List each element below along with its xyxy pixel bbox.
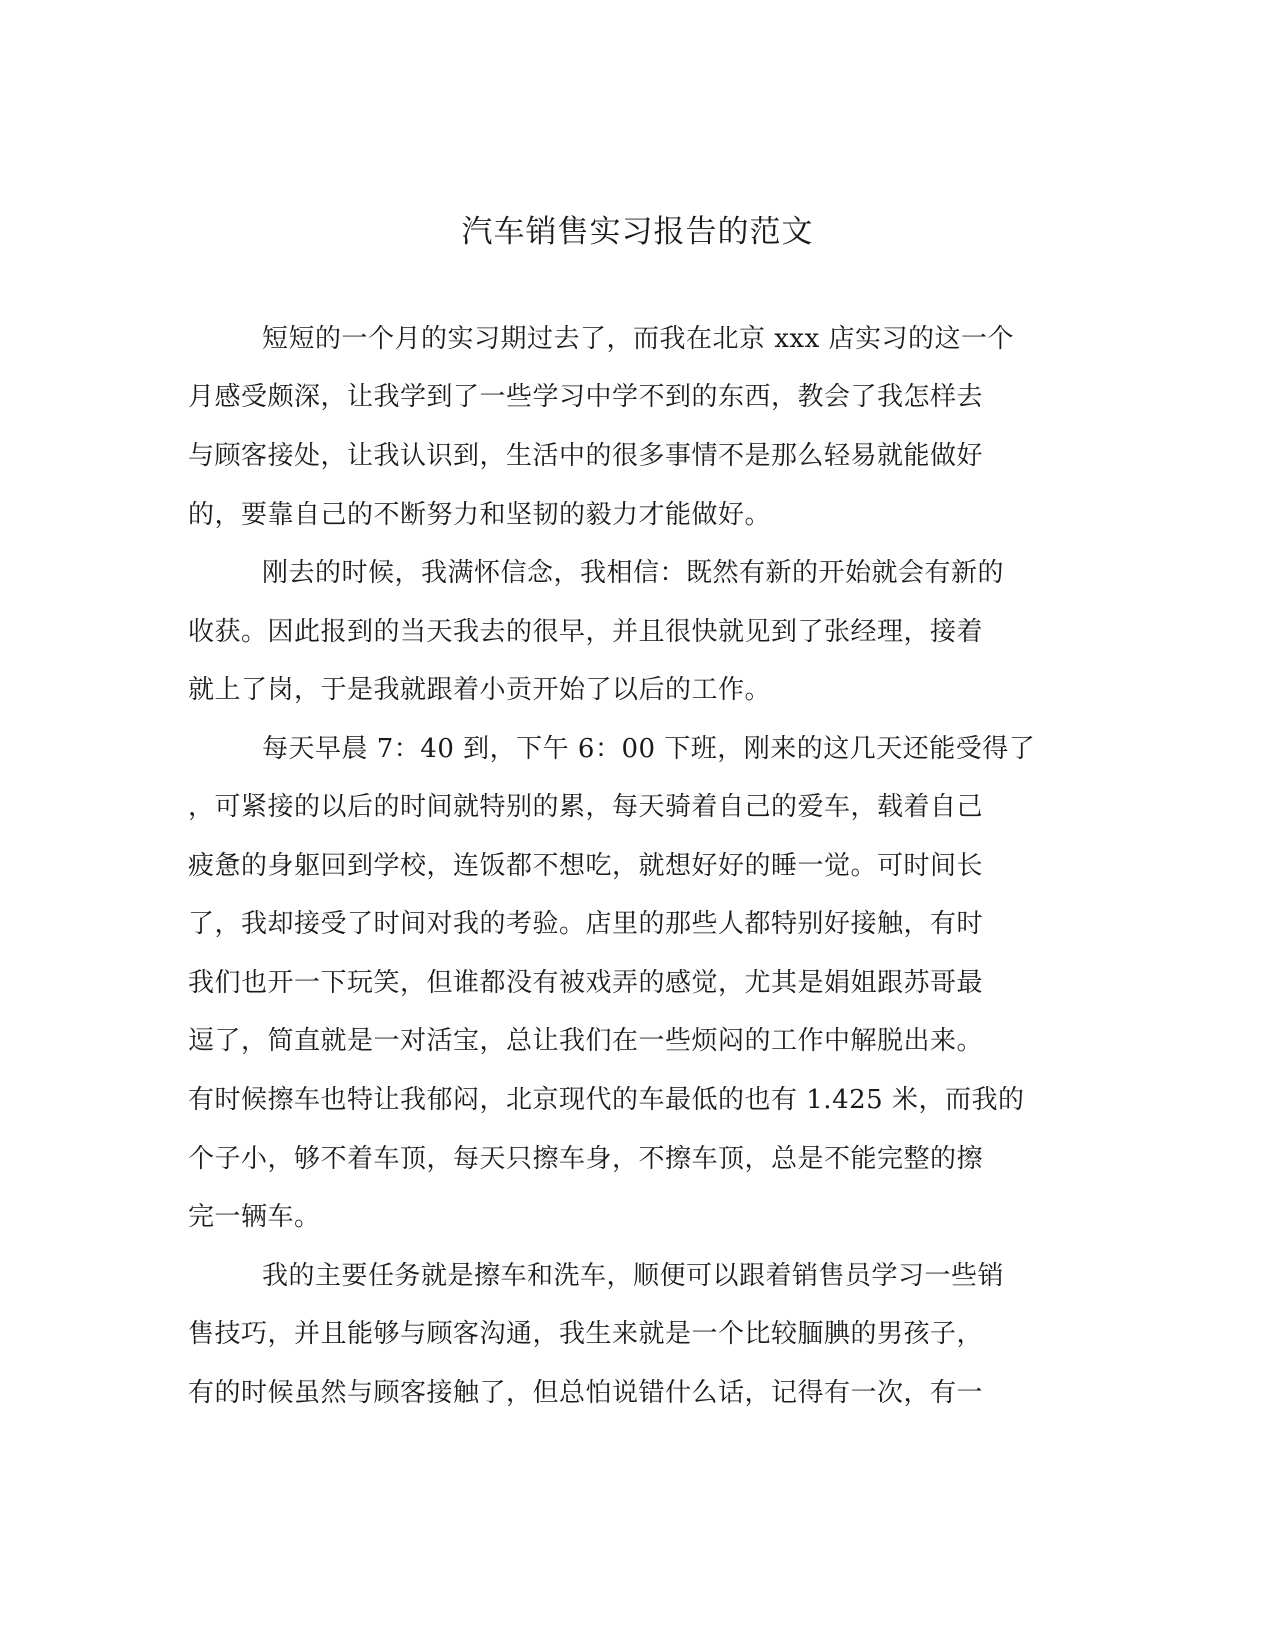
paragraph-line: 有时候擦车也特让我郁闷，北京现代的车最低的也有 1.425 米，而我的 (188, 1085, 1025, 1115)
paragraph-line: 我的主要任务就是擦车和洗车，顺便可以跟着销售员学习一些销 (262, 1261, 1005, 1291)
paragraph-line: 疲惫的身躯回到学校，连饭都不想吃，就想好好的睡一觉。可时间长 (188, 851, 984, 881)
paragraph-line: 收获。因此报到的当天我去的很早，并且很快就见到了张经理，接着 (188, 617, 984, 647)
paragraph-line: 逗了，简直就是一对活宝，总让我们在一些烦闷的工作中解脱出来。 (188, 1026, 984, 1056)
paragraph-line: ，可紧接的以后的时间就特别的累，每天骑着自己的爱车，载着自己 (188, 792, 984, 822)
paragraph-line: 刚去的时候，我满怀信念，我相信：既然有新的开始就会有新的 (262, 558, 1005, 588)
paragraph-line: 月感受颇深，让我学到了一些学习中学不到的东西，教会了我怎样去 (188, 382, 984, 412)
paragraph-line: 了，我却接受了时间对我的考验。店里的那些人都特别好接触，有时 (188, 909, 984, 939)
document-title: 汽车销售实习报告的范文 (461, 214, 814, 250)
paragraph-line: 售技巧，并且能够与顾客沟通，我生来就是一个比较腼腆的男孩子， (188, 1319, 984, 1349)
paragraph-line: 短短的一个月的实习期过去了，而我在北京 xxx 店实习的这一个 (262, 324, 1015, 354)
paragraph-line: 完一辆车。 (188, 1202, 321, 1232)
paragraph-line: 与顾客接处，让我认识到，生活中的很多事情不是那么轻易就能做好 (188, 441, 984, 471)
paragraph-line: 就上了岗，于是我就跟着小贡开始了以后的工作。 (188, 675, 772, 705)
paragraph-line: 我们也开一下玩笑，但谁都没有被戏弄的感觉，尤其是娟姐跟苏哥最 (188, 968, 984, 998)
paragraph-line: 每天早晨 7：40 到，下午 6：00 下班，刚来的这几天还能受得了 (262, 734, 1036, 764)
paragraph-line: 有的时候虽然与顾客接触了，但总怕说错什么话，记得有一次，有一 (188, 1378, 984, 1408)
paragraph-line: 个子小，够不着车顶，每天只擦车身，不擦车顶，总是不能完整的擦 (188, 1144, 984, 1174)
paragraph-line: 的，要靠自己的不断努力和坚韧的毅力才能做好。 (188, 500, 772, 530)
